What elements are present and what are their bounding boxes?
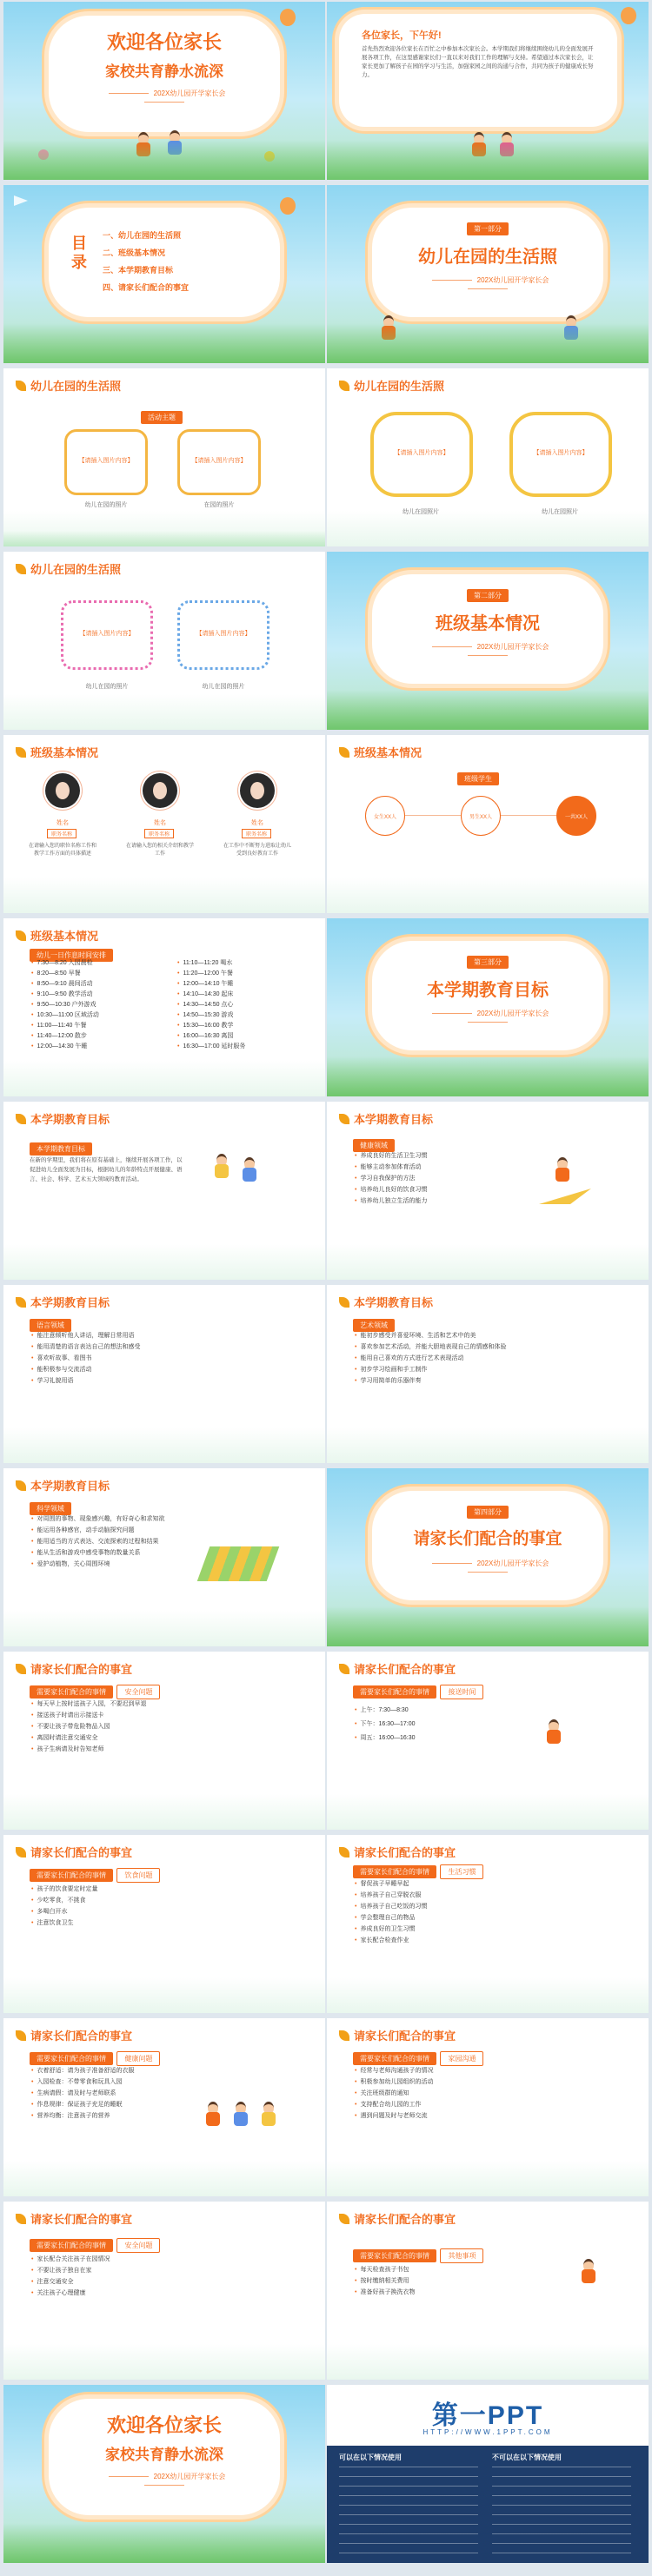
coop-list bbox=[355, 1878, 427, 1946]
goal-item: • 学习自我保护的方法 bbox=[355, 1173, 427, 1184]
schedule-item: • 14:50—15:30 游戏 bbox=[177, 1010, 245, 1021]
coop-item: • 每天早上按时送孩子入园，不要迟到早退 bbox=[31, 1699, 146, 1710]
goal-item: • 培养幼儿独立生活的能力 bbox=[355, 1195, 427, 1207]
goals-list bbox=[355, 1150, 427, 1207]
slide-schedule[interactable] bbox=[3, 918, 325, 1096]
toc-item[interactable]: 一、幼儿在园的生活照 bbox=[103, 231, 182, 240]
slide-header bbox=[16, 1844, 132, 1860]
goals-label: 艺术领域 bbox=[353, 1319, 395, 1332]
coop-list bbox=[31, 1699, 146, 1755]
schedule-item: • 10:30—11:00 区域活动 bbox=[31, 1010, 99, 1021]
slide-title: 本学期教育目标 bbox=[354, 1113, 434, 1126]
teacher-name: 姓名 bbox=[57, 820, 69, 826]
slide-cooperation-5[interactable] bbox=[3, 2018, 325, 2196]
slide-title: 班级基本情况 bbox=[30, 746, 99, 759]
grass-decoration bbox=[327, 140, 649, 180]
leaf-icon bbox=[16, 1664, 26, 1674]
cover-title: 欢迎各位家长 bbox=[106, 2414, 222, 2436]
schedule-right bbox=[177, 958, 245, 1052]
slide-goals-intro[interactable] bbox=[3, 1102, 325, 1280]
placeholder-text: 【请插入图片内容】 bbox=[533, 450, 589, 456]
cover-title: 欢迎各位家长 bbox=[106, 31, 222, 53]
photo-caption: 幼儿在园的照片 bbox=[202, 684, 245, 690]
coop-item: • 生病请假：请及时与老师联系 bbox=[31, 2088, 134, 2099]
section-pill: 第一部分 bbox=[467, 222, 509, 235]
kid-icon bbox=[212, 1154, 231, 1180]
slide-title: 请家长们配合的事宜 bbox=[30, 2030, 133, 2043]
coop-label: 需要家长们配合的事情 bbox=[353, 1685, 436, 1699]
slide-header bbox=[16, 927, 98, 944]
coop-item: • 培养孩子自己吃饭的习惯 bbox=[355, 1901, 427, 1912]
photo-caption: 幼儿在园照片 bbox=[542, 509, 578, 515]
cover-line: 202X幼儿园开学家长会 bbox=[101, 89, 228, 106]
coop-item: • 家长配合检查作业 bbox=[355, 1935, 427, 1946]
slide-cover[interactable] bbox=[3, 2, 325, 180]
paper-plane-icon bbox=[539, 1189, 591, 1204]
brand-url[interactable]: HTTP://WWW.1PPT.COM bbox=[422, 2428, 553, 2436]
goals-list bbox=[355, 1330, 506, 1387]
balloon-icon bbox=[621, 7, 636, 24]
hopscotch-illustration bbox=[197, 1546, 280, 1581]
slide-title: 幼儿在园的生活照 bbox=[30, 563, 122, 576]
greeting-body: 首先热烈欢迎各位家长在百忙之中参加本次家长会。本学期我们将继续围绕幼儿的全面发展开展各项工作，在这里感谢家长们一直以来对我们工作的理解与支持。希望通过本次家长会，让家长更加了解孩子在园的学习与生活，加强家园之间的沟通与合作，共同为孩子的健康成长努力。 bbox=[362, 46, 594, 78]
coop-item: • 注意饮食卫生 bbox=[31, 1917, 97, 1929]
coop-item: • 按时缴纳相关费用 bbox=[355, 2275, 415, 2287]
coop-list bbox=[31, 1884, 97, 1929]
coop-label: 需要家长们配合的事情 bbox=[30, 2239, 113, 2252]
coop-item: • 入园检查：不带零食和玩具入园 bbox=[31, 2076, 134, 2088]
cannot-use-lines bbox=[492, 2467, 631, 2553]
photo-placeholder[interactable] bbox=[370, 412, 473, 497]
teacher-role: 职务名称 bbox=[144, 829, 174, 838]
section-pill: 第四部分 bbox=[467, 1506, 509, 1519]
leaf-icon bbox=[339, 1114, 349, 1124]
goal-item: • 能够主动参加体育活动 bbox=[355, 1162, 427, 1173]
section-title: 班级基本情况 bbox=[436, 614, 540, 633]
slide-header bbox=[339, 2210, 456, 2227]
leaf-icon bbox=[339, 2214, 349, 2224]
goals-label: 科学领域 bbox=[30, 1502, 71, 1515]
teacher-desc: 在工作中不断努力进取让幼儿受到良好教育工作 bbox=[223, 844, 291, 857]
slide-title: 本学期教育目标 bbox=[30, 1296, 110, 1309]
slide-header bbox=[339, 1844, 456, 1860]
placeholder-text: 【请插入图片内容】 bbox=[196, 631, 251, 637]
photo-placeholder[interactable] bbox=[177, 600, 269, 670]
slide-title: 幼儿在园的生活照 bbox=[354, 380, 445, 393]
slide-section-3[interactable] bbox=[327, 918, 649, 1096]
teacher-desc: 在请输入您的职位名称工作和教学工作方面的具体描述 bbox=[28, 844, 96, 857]
info-panel bbox=[327, 2446, 649, 2563]
coop-item: • 家长配合关注孩子在园情况 bbox=[31, 2254, 110, 2265]
slide-header bbox=[16, 1110, 110, 1127]
coop-item: • 学会整理自己的物品 bbox=[355, 1912, 427, 1924]
schedule-item: • 11:10—11:20 喝水 bbox=[177, 958, 245, 969]
coop-item: • 督促孩子早睡早起 bbox=[355, 1878, 427, 1890]
coop-item: • 每天检查孩子书包 bbox=[355, 2264, 415, 2275]
schedule-item: • 9:10—9:50 教学活动 bbox=[31, 990, 99, 1000]
leaf-icon bbox=[339, 2030, 349, 2041]
slide-section-4[interactable] bbox=[327, 1468, 649, 1646]
goal-item: • 爱护动植物，关心周围环境 bbox=[31, 1559, 188, 1570]
goals-label: 本学期教育目标 bbox=[30, 1142, 92, 1156]
coop-tag: 生活习惯 bbox=[440, 1864, 483, 1879]
goal-item: • 喜欢听故事、看图书 bbox=[31, 1353, 140, 1364]
section-frame bbox=[372, 1491, 603, 1600]
can-use-lines bbox=[339, 2467, 478, 2553]
photo-caption: 幼儿在园照片 bbox=[403, 509, 439, 515]
leaf-icon bbox=[339, 381, 349, 391]
coop-item: • 孩子的饮食要定时定量 bbox=[31, 1884, 97, 1895]
slide-photos-3[interactable] bbox=[3, 552, 325, 730]
section-title: 本学期教育目标 bbox=[427, 981, 549, 1000]
slide-photos-2[interactable] bbox=[327, 368, 649, 546]
coop-label: 需要家长们配合的事情 bbox=[30, 2052, 113, 2065]
goals-label: 语言领域 bbox=[30, 1319, 71, 1332]
brand-logo: 第一PPT bbox=[431, 2401, 544, 2430]
slide-header bbox=[16, 744, 98, 760]
grass-decoration bbox=[327, 1606, 649, 1646]
leaf-icon bbox=[16, 1297, 26, 1308]
photo-placeholder[interactable] bbox=[64, 429, 148, 495]
schedule-item: • 12:00—14:10 午睡 bbox=[177, 979, 245, 990]
toc-list bbox=[103, 227, 189, 296]
leaf-icon bbox=[16, 381, 26, 391]
slide-header bbox=[339, 744, 422, 760]
schedule-item: • 8:20—8:50 早餐 bbox=[31, 969, 99, 979]
coop-list bbox=[355, 2065, 433, 2122]
schedule-item: • 16:00—16:30 离园 bbox=[177, 1031, 245, 1042]
goal-item: • 能用适当的方式表达、交流探索的过程和结果 bbox=[31, 1536, 188, 1547]
grass-decoration bbox=[3, 140, 325, 180]
slide-grid bbox=[3, 2, 649, 2563]
schedule-label: 幼儿一日作息时间安排 bbox=[30, 949, 113, 962]
slide-brand[interactable] bbox=[327, 2385, 649, 2563]
slide-section-2[interactable] bbox=[327, 552, 649, 730]
coop-item: • 养成良好的卫生习惯 bbox=[355, 1924, 427, 1935]
cover-frame bbox=[49, 2399, 280, 2515]
coop-list bbox=[31, 2254, 110, 2299]
slide-header bbox=[16, 1294, 110, 1310]
slide-title: 请家长们配合的事宜 bbox=[354, 1663, 456, 1676]
balloon-icon bbox=[280, 9, 296, 26]
coop-item: • 下午：16:30—17:00 bbox=[355, 1718, 416, 1732]
coop-item: • 注意交通安全 bbox=[31, 2276, 110, 2288]
goal-item: • 喜欢参加艺术活动，并能大胆地表现自己的情感和体验 bbox=[355, 1341, 506, 1353]
leaf-icon bbox=[16, 564, 26, 574]
slide-cooperation-8[interactable] bbox=[327, 2202, 649, 2380]
coop-tag: 其他事项 bbox=[440, 2248, 483, 2263]
greeting-heading: 各位家长，下午好! bbox=[362, 30, 442, 41]
coop-item: • 营养均衡：注意孩子的营养 bbox=[31, 2110, 134, 2122]
photo-caption: 在园的照片 bbox=[203, 502, 235, 508]
slide-goals-health[interactable] bbox=[327, 1102, 649, 1280]
section-line: 202X幼儿园开学家长会 bbox=[424, 642, 551, 659]
toc-frame bbox=[49, 208, 280, 317]
coop-tag: 健康问题 bbox=[116, 2051, 160, 2066]
slide-header bbox=[339, 377, 444, 394]
schedule-item: • 12:00—14:30 午睡 bbox=[31, 1042, 99, 1052]
teacher-name: 姓名 bbox=[154, 820, 166, 826]
coop-item: • 不要让孩子独自在家 bbox=[31, 2265, 110, 2276]
slide-teachers[interactable] bbox=[3, 735, 325, 913]
slide-title: 请家长们配合的事宜 bbox=[30, 2213, 133, 2226]
schedule-item: • 11:40—12:00 散步 bbox=[31, 1031, 99, 1042]
toc-item[interactable]: 四、请家长们配合的事宜 bbox=[103, 283, 190, 292]
coop-item: • 多喝白开水 bbox=[31, 1906, 97, 1917]
placeholder-text: 【请插入图片内容】 bbox=[394, 450, 449, 456]
coop-item: • 接送孩子时请出示接送卡 bbox=[31, 1710, 146, 1721]
kid-icon bbox=[231, 2102, 250, 2128]
coop-label: 需要家长们配合的事情 bbox=[30, 1685, 113, 1699]
goal-item: • 学习礼貌用语 bbox=[31, 1375, 140, 1387]
goal-item: • 能初步感受并喜爱环境、生活和艺术中的美 bbox=[355, 1330, 506, 1341]
schedule-item: • 7:30—8:20 入园晨检 bbox=[31, 958, 99, 969]
cover-subtitle: 家校共育静水流深 bbox=[105, 2447, 223, 2463]
coop-item: • 关注班级群的通知 bbox=[355, 2088, 433, 2099]
coop-item: • 少吃零食，不挑食 bbox=[31, 1895, 97, 1906]
kid-icon bbox=[579, 2259, 598, 2285]
slide-header bbox=[16, 1660, 132, 1677]
slide-greeting[interactable] bbox=[327, 2, 649, 180]
stat-circle: 女生XX人 bbox=[365, 796, 405, 836]
photo-placeholder[interactable] bbox=[177, 429, 261, 495]
teacher-avatar bbox=[45, 773, 80, 808]
slide-header bbox=[339, 1660, 456, 1677]
grass-decoration bbox=[327, 690, 649, 730]
cover-frame bbox=[49, 16, 280, 132]
coop-item: • 培养孩子自己穿脱衣服 bbox=[355, 1890, 427, 1901]
slide-class-stats[interactable] bbox=[327, 735, 649, 913]
goal-item: • 能注意倾听他人讲话，理解日常用语 bbox=[31, 1330, 140, 1341]
teacher-role: 职务名称 bbox=[242, 829, 271, 838]
paper-plane-icon bbox=[14, 195, 28, 206]
slide-title: 请家长们配合的事宜 bbox=[354, 1846, 456, 1859]
slide-header bbox=[339, 1110, 433, 1127]
slide-closing[interactable] bbox=[3, 2385, 325, 2563]
leaf-icon bbox=[339, 1664, 349, 1674]
section-line: 202X幼儿园开学家长会 bbox=[424, 1009, 551, 1026]
section-frame bbox=[372, 574, 603, 684]
goal-item: • 培养幼儿良好的饮食习惯 bbox=[355, 1184, 427, 1195]
teacher-avatar bbox=[143, 773, 177, 808]
schedule-item: • 14:30—14:50 点心 bbox=[177, 1000, 245, 1010]
slide-goals-art[interactable] bbox=[327, 1285, 649, 1463]
goals-list bbox=[31, 1330, 140, 1387]
slide-header bbox=[16, 2210, 132, 2227]
leaf-icon bbox=[16, 1847, 26, 1858]
goal-item: • 能积极参与交流活动 bbox=[31, 1364, 140, 1375]
section-frame bbox=[372, 208, 603, 317]
slide-cooperation-2[interactable] bbox=[327, 1652, 649, 1830]
goals-body: 在新的学期里，我们将在原有基础上，继续开展各项工作，以促进幼儿全面发展为目标，根据幼儿的年龄特点开展健康、语言、社会、科学、艺术五大领域的教育活动。 bbox=[30, 1157, 183, 1182]
slide-title: 幼儿在园的生活照 bbox=[30, 380, 122, 393]
toc-item[interactable]: 二、班级基本情况 bbox=[103, 248, 166, 257]
leaf-icon bbox=[16, 747, 26, 758]
teacher-avatar bbox=[240, 773, 275, 808]
leaf-icon bbox=[16, 2214, 26, 2224]
placeholder-text: 【请插入图片内容】 bbox=[78, 458, 134, 464]
toc-item[interactable]: 三、本学期教育目标 bbox=[103, 266, 174, 275]
coop-item: • 关注孩子心理健康 bbox=[31, 2288, 110, 2299]
slide-title: 班级基本情况 bbox=[30, 930, 99, 943]
teacher-desc: 在请输入您的相关介绍和教学工作 bbox=[125, 844, 194, 857]
goal-item: • 能从生活和游戏中感受事物的数量关系 bbox=[31, 1547, 188, 1559]
photo-placeholder[interactable] bbox=[509, 412, 612, 497]
placeholder-text: 【请插入图片内容】 bbox=[79, 631, 135, 637]
section-frame bbox=[372, 941, 603, 1050]
slide-goals-science[interactable] bbox=[3, 1468, 325, 1646]
section-title: 请家长们配合的事宜 bbox=[413, 1530, 562, 1548]
schedule-item: • 11:20—12:00 午餐 bbox=[177, 969, 245, 979]
schedule-item: • 11:00—11:40 午餐 bbox=[31, 1021, 99, 1031]
leaf-icon bbox=[339, 1847, 349, 1858]
teacher-role: 职务名称 bbox=[47, 829, 77, 838]
coop-tag: 安全问题 bbox=[116, 1685, 160, 1699]
cover-line: 202X幼儿园开学家长会 bbox=[101, 2472, 228, 2489]
can-use-title: 可以在以下情况使用 bbox=[339, 2453, 402, 2461]
leaf-icon bbox=[16, 1114, 26, 1124]
slide-title: 请家长们配合的事宜 bbox=[30, 1846, 133, 1859]
slide-toc[interactable] bbox=[3, 185, 325, 363]
kid-icon bbox=[553, 1157, 572, 1183]
slide-cooperation-4[interactable] bbox=[327, 1835, 649, 2013]
grass-decoration bbox=[327, 1056, 649, 1096]
cannot-use-title: 不可以在以下情况使用 bbox=[492, 2453, 562, 2461]
slide-title: 请家长们配合的事宜 bbox=[354, 2213, 456, 2226]
coop-label: 需要家长们配合的事情 bbox=[30, 1869, 113, 1882]
slide-header bbox=[339, 1294, 433, 1310]
coop-list bbox=[355, 2264, 415, 2298]
slide-header bbox=[16, 560, 121, 577]
grass-decoration bbox=[3, 531, 325, 546]
coop-item: • 遇到问题及时与老师交流 bbox=[355, 2110, 433, 2122]
slide-section-1[interactable] bbox=[327, 185, 649, 363]
schedule-item: • 8:50—9:10 晨间活动 bbox=[31, 979, 99, 990]
greeting-frame bbox=[339, 14, 617, 127]
slide-header bbox=[16, 2027, 132, 2043]
coop-item: • 支持配合幼儿园的工作 bbox=[355, 2099, 433, 2110]
slide-title: 请家长们配合的事宜 bbox=[30, 1663, 133, 1676]
kid-icon bbox=[259, 2102, 278, 2128]
slide-title: 请家长们配合的事宜 bbox=[354, 2030, 456, 2043]
coop-item: • 孩子生病请及时告知老师 bbox=[31, 1744, 146, 1755]
photo-placeholder[interactable] bbox=[61, 600, 153, 670]
slide-cooperation-7[interactable] bbox=[3, 2202, 325, 2380]
section-line: 202X幼儿园开学家长会 bbox=[424, 275, 551, 293]
section-title: 幼儿在园的生活照 bbox=[418, 248, 557, 267]
goal-item: • 能用自己喜欢的方式进行艺术表现活动 bbox=[355, 1353, 506, 1364]
goal-item: • 学习用简单的乐器伴奏 bbox=[355, 1375, 506, 1387]
slide-cooperation-3[interactable] bbox=[3, 1835, 325, 2013]
coop-item: • 准备好孩子换洗衣物 bbox=[355, 2287, 415, 2298]
slide-cooperation-6[interactable] bbox=[327, 2018, 649, 2196]
slide-title: 本学期教育目标 bbox=[354, 1296, 434, 1309]
slide-title: 本学期教育目标 bbox=[30, 1480, 110, 1493]
slide-title: 本学期教育目标 bbox=[30, 1113, 110, 1126]
placeholder-text: 【请插入图片内容】 bbox=[191, 458, 247, 464]
stat-circle: 男生XX人 bbox=[461, 796, 501, 836]
section-line: 202X幼儿园开学家长会 bbox=[424, 1559, 551, 1576]
section-pill: 第二部分 bbox=[467, 589, 509, 602]
kid-icon bbox=[240, 1157, 259, 1183]
leaf-icon bbox=[16, 1480, 26, 1491]
grass-decoration bbox=[327, 323, 649, 363]
stats-label: 班级学生 bbox=[457, 772, 499, 785]
photo-label: 活动主题 bbox=[141, 411, 183, 424]
slide-goals-language[interactable] bbox=[3, 1285, 325, 1463]
coop-item: • 积极参加幼儿园组织的活动 bbox=[355, 2076, 433, 2088]
slide-cooperation-1[interactable] bbox=[3, 1652, 325, 1830]
coop-tag: 接送时间 bbox=[440, 1685, 483, 1699]
coop-item: • 上午：7:30—8:30 bbox=[355, 1704, 416, 1718]
photo-caption: 幼儿在园的照片 bbox=[84, 502, 128, 508]
schedule-item: • 15:30—16:00 教学 bbox=[177, 1021, 245, 1031]
goals-list bbox=[31, 1513, 188, 1570]
leaf-icon bbox=[339, 747, 349, 758]
slide-header bbox=[16, 377, 121, 394]
coop-item: • 作息规律：保证孩子充足的睡眠 bbox=[31, 2099, 134, 2110]
photo-caption: 幼儿在园的照片 bbox=[85, 684, 129, 690]
goal-item: • 能用清楚的语言表达自己的想法和感受 bbox=[31, 1341, 140, 1353]
coop-list bbox=[355, 1704, 416, 1745]
coop-item: • 周五：16:00—16:30 bbox=[355, 1732, 416, 1745]
coop-label: 需要家长们配合的事情 bbox=[353, 2052, 436, 2065]
toc-mulu: 目录 bbox=[71, 235, 87, 271]
coop-label: 需要家长们配合的事情 bbox=[353, 1865, 436, 1878]
goal-item: • 对周围的事物、现象感兴趣，有好奇心和求知欲 bbox=[31, 1513, 188, 1525]
goal-item: • 能运用各种感官，动手动脑探究问题 bbox=[31, 1525, 188, 1536]
kid-icon bbox=[544, 1719, 563, 1745]
coop-tag: 饮食问题 bbox=[116, 1868, 160, 1883]
section-pill: 第三部分 bbox=[467, 956, 509, 969]
cover-subtitle: 家校共育静水流深 bbox=[105, 63, 223, 80]
coop-item: • 衣着舒适：请为孩子准备舒适的衣服 bbox=[31, 2065, 134, 2076]
grass-decoration bbox=[3, 2523, 325, 2563]
goal-item: • 养成良好的生活卫生习惯 bbox=[355, 1150, 427, 1162]
balloon-icon bbox=[280, 197, 296, 215]
goals-label: 健康领域 bbox=[353, 1139, 395, 1152]
leaf-icon bbox=[16, 930, 26, 941]
schedule-item: • 9:50—10:30 户外游戏 bbox=[31, 1000, 99, 1010]
leaf-icon bbox=[339, 1297, 349, 1308]
coop-list bbox=[31, 2065, 134, 2122]
schedule-item: • 16:30—17:00 延时服务 bbox=[177, 1042, 245, 1052]
coop-label: 需要家长们配合的事情 bbox=[353, 2249, 436, 2262]
slide-header bbox=[16, 1477, 110, 1493]
coop-item: • 不要让孩子带危险物品入园 bbox=[31, 1721, 146, 1732]
kid-icon bbox=[203, 2102, 223, 2128]
schedule-left bbox=[31, 958, 99, 1052]
coop-tag: 家园沟通 bbox=[440, 2051, 483, 2066]
leaf-icon bbox=[16, 2030, 26, 2041]
teacher-name: 姓名 bbox=[251, 820, 263, 826]
goal-item: • 初步学习绘画和手工制作 bbox=[355, 1364, 506, 1375]
coop-item: • 经常与老师沟通孩子的情况 bbox=[355, 2065, 433, 2076]
stat-circle-total: 一共XX人 bbox=[556, 796, 596, 836]
slide-photos-1[interactable] bbox=[3, 368, 325, 546]
coop-tag: 安全问题 bbox=[116, 2238, 160, 2253]
coop-item: • 离园时请注意交通安全 bbox=[31, 1732, 146, 1744]
slide-header bbox=[339, 2027, 456, 2043]
grass-decoration bbox=[3, 323, 325, 363]
slide-title: 班级基本情况 bbox=[354, 746, 422, 759]
schedule-item: • 14:10—14:30 起床 bbox=[177, 990, 245, 1000]
